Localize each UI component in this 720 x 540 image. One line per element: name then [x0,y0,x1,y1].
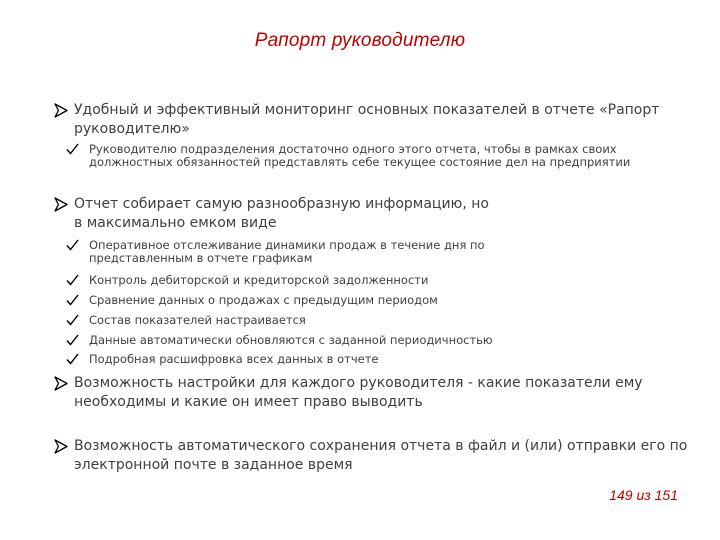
bullet-2-sub-3 [66,294,706,307]
bullet-2-sub-3-text: Сравнение данных о продажах с предыдущим периодом [89,293,438,307]
bullet-2-sub-5 [66,334,706,347]
bullet-1 [54,101,694,139]
arrow-bullet-icon [54,439,68,454]
checkmark-bullet-icon [66,334,79,346]
bullet-4 [54,437,704,475]
bullet-2-sub-2-text: Контроль дебиторской и кредиторской задолженности [89,273,429,287]
bullet-3 [54,374,674,412]
checkmark-bullet-icon [66,314,79,326]
bullet-1-sub-1 [66,143,696,169]
bullet-1-sub-1-text: Руководителю подразделения достаточно одного этого отчета, чтобы в рамках своих должностных обязанностей представлять себе текущее состояние дел на предприятии [89,142,631,169]
checkmark-bullet-icon [66,239,79,251]
bullet-2 [54,195,494,233]
checkmark-bullet-icon [66,353,79,365]
bullet-1-text: Удобный и эффективный мониторинг основных показателей в отчете «Рапорт руководителю» [74,102,660,137]
bullet-2-sub-4 [66,314,706,327]
arrow-bullet-icon [54,103,68,118]
checkmark-bullet-icon [66,294,79,306]
bullet-2-sub-6 [66,353,706,366]
page-number: 149 из 151 [609,487,678,503]
arrow-bullet-icon [54,197,68,212]
bullet-2-sub-6-text: Подробная расшифровка всех данных в отчете [89,352,379,366]
bullet-2-sub-1 [66,239,506,265]
bullet-2-sub-5-text: Данные автоматически обновляются с заданной периодичностью [89,333,493,347]
checkmark-bullet-icon [66,274,79,286]
bullet-4-text: Возможность автоматического сохранения отчета в файл и (или) отправки его по электронной почте в заданное время [74,438,688,473]
bullet-3-text: Возможность настройки для каждого руководителя - какие показатели ему необходимы и какие он имеет право выводить [74,375,643,410]
bullet-2-sub-4-text: Состав показателей настраивается [89,313,306,327]
bullet-2-sub-1-text: Оперативное отслеживание динамики продаж в течение дня по представленным в отчете графикам [89,238,485,265]
bullet-2-sub-2 [66,274,706,287]
slide-title: Рапорт руководителю [254,30,466,51]
checkmark-bullet-icon [66,143,79,155]
bullet-2-text: Отчет собирает самую разнообразную информацию, но в максимально емком виде [74,196,489,231]
arrow-bullet-icon [54,376,68,391]
